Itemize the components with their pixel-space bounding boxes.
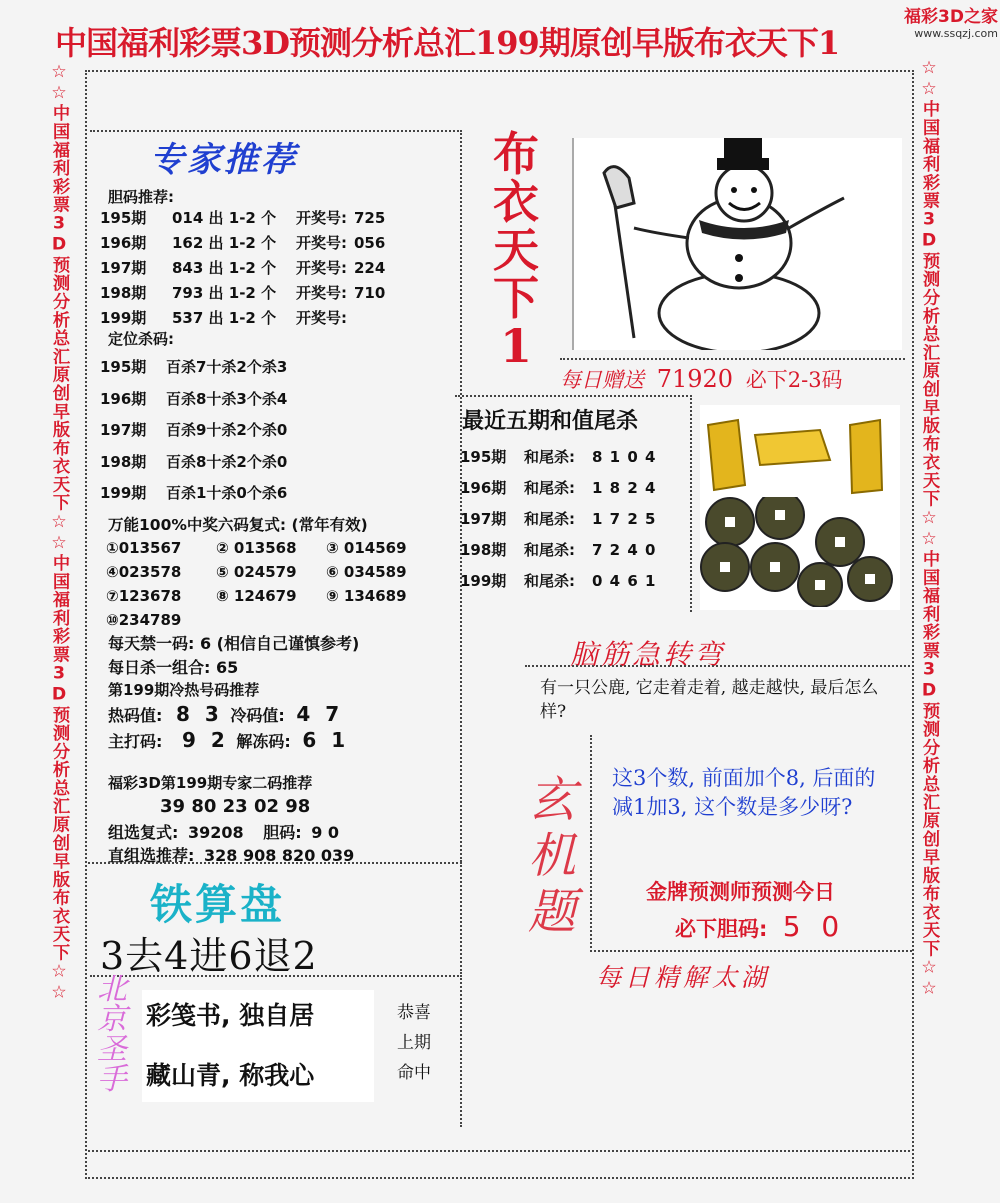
kill-row [100, 388, 450, 420]
taihu-text: 每日精解太湖 [596, 963, 771, 992]
gold-bars-icon [700, 405, 900, 500]
six-code: ①013567 [106, 539, 182, 557]
kill-row [100, 482, 450, 514]
kill-text: 百杀9十杀2个杀0 [166, 421, 288, 439]
tail-value: 1 8 2 4 [592, 479, 657, 497]
period: 195期 [100, 358, 147, 376]
group-value: 39208 [187, 823, 244, 842]
six-code: ⑨ 134689 [326, 587, 407, 605]
expert-title: 专家推荐 [150, 140, 298, 180]
kill-row [100, 451, 450, 483]
page-title: 中国福利彩票3D预测分析总汇199期原创早版布衣天下1 [55, 24, 840, 62]
congrats-text: 恭喜上期命中 [397, 1003, 431, 1083]
six-code: ② 013568 [216, 539, 297, 557]
thaw-value: 6 1 [302, 728, 350, 752]
beijing-title: 北京圣手 [97, 972, 127, 1097]
six-code: ③ 014569 [326, 539, 407, 557]
main-thaw-row [108, 728, 349, 752]
tail-value: 0 4 6 1 [592, 572, 657, 590]
period: 199期 [100, 484, 147, 502]
two-title: 福彩3D第199期专家二码推荐 [108, 774, 313, 792]
dan-code: 537 出 1-2 个 [172, 309, 277, 327]
period: 199期 [460, 572, 507, 590]
site-logo[interactable] [880, 2, 998, 40]
kill-text: 百杀7十杀2个杀3 [166, 358, 288, 376]
tail-row [460, 508, 690, 539]
tiesuanpan-formula: 3去4进6退2 [100, 934, 318, 978]
kill-row [100, 356, 450, 388]
gold-title: 金牌预测师预测今日 [646, 880, 835, 904]
dan-code: 843 出 1-2 个 [172, 259, 277, 277]
dan-row [100, 207, 450, 232]
tail-value: 1 7 2 5 [592, 510, 657, 528]
beijing-poem [142, 990, 374, 1102]
kill-combo: 每日杀一组合: 65 [108, 658, 239, 677]
cold-label: 冷码值: [230, 706, 285, 725]
site-url: www.ssqzj.com [914, 27, 998, 40]
thaw-label: 解冻码: [236, 732, 291, 751]
dan-list [100, 207, 450, 332]
direct-label: 直组选推荐: [108, 846, 195, 865]
period: 195期 [100, 209, 147, 227]
two-codes: 39 80 23 02 98 [160, 796, 311, 817]
coins-icon [700, 497, 900, 607]
dan-code: 162 出 1-2 个 [172, 234, 277, 252]
draw-value: 056 [354, 234, 386, 252]
tail-row [460, 477, 690, 508]
buyi-title: 布衣天下1 [493, 127, 539, 373]
main-label: 主打码: [108, 732, 163, 751]
kill-row [100, 419, 450, 451]
six-code: ⑩234789 [106, 611, 182, 629]
six-code: ⑤ 024579 [216, 563, 297, 581]
tail-row [460, 570, 690, 601]
draw-label: 开奖号: [296, 234, 347, 252]
riddle-question: 有一只公鹿, 它走着走着, 越走越快, 最后怎么样? [540, 678, 879, 722]
xuanji-title: 玄机题 [528, 772, 577, 940]
kill-list [100, 356, 450, 514]
hotcold-title: 第199期冷热号码推荐 [108, 681, 260, 699]
dan-row [100, 232, 450, 257]
tail-label: 和尾杀: [524, 479, 575, 497]
gift-number: 71920 [656, 365, 734, 393]
tail-value: 8 1 0 4 [592, 448, 657, 466]
tail-value: 7 2 4 0 [592, 541, 657, 559]
tail-row [460, 539, 690, 570]
period: 199期 [100, 309, 147, 327]
period: 198期 [100, 452, 147, 471]
six-title: 万能100%中奖六码复式: (常年有效) [108, 516, 368, 534]
draw-label: 开奖号: [296, 309, 347, 327]
period: 197期 [100, 259, 147, 277]
draw-value: 710 [354, 284, 386, 302]
dan-label: 胆码: [263, 823, 302, 842]
dan-row [100, 282, 450, 307]
left-side-text: ☆☆中国福利彩票3D预测分析总汇原创早版布衣天下☆☆中国福利彩票3D预测分析总汇原创早版布衣天下☆☆ [49, 62, 69, 1004]
hot-label: 热码值: [108, 706, 163, 725]
dan-code: 793 出 1-2 个 [172, 284, 277, 302]
dan-row [100, 257, 450, 282]
tail-label: 和尾杀: [524, 448, 575, 466]
snowman-icon [574, 138, 902, 350]
gold-dan-value: 5 0 [782, 910, 846, 943]
six-code: ⑦123678 [106, 587, 182, 605]
six-code: ⑥ 034589 [326, 563, 407, 581]
dan-value: 9 0 [311, 823, 340, 842]
kill-text: 百杀8十杀3个杀4 [166, 389, 288, 408]
group-row [108, 820, 339, 843]
tail-row [460, 446, 690, 477]
right-side-text: ☆☆中国福利彩票3D预测分析总汇原创早版布衣天下☆☆中国福利彩票3D预测分析总汇原创早版布衣天下☆☆ [919, 58, 939, 1000]
riddle-title: 脑筋急转弯 [570, 638, 726, 671]
hot-cold-row [108, 702, 343, 726]
kill-text: 百杀1十杀0个杀6 [166, 484, 288, 502]
snowman-image [572, 138, 902, 350]
poem-line-2: 藏山青, 称我心 [146, 1061, 315, 1090]
dan-title: 胆码推荐: [108, 188, 174, 206]
tail-label: 和尾杀: [524, 510, 575, 528]
group-label: 组选复式: [108, 823, 179, 842]
period: 197期 [460, 510, 507, 528]
poem-line-1: 彩笺书, 独自居 [146, 1001, 315, 1030]
hot-value: 8 3 [175, 702, 223, 726]
kill-title: 定位杀码: [108, 330, 174, 348]
period: 196期 [100, 389, 147, 408]
tail-list [460, 446, 690, 601]
draw-label: 开奖号: [296, 259, 347, 277]
bottom-divider [88, 1150, 910, 1152]
six-code: ⑧ 124679 [216, 587, 297, 605]
gold-image [700, 405, 900, 610]
gift-suffix: 必下2-3码 [745, 368, 843, 392]
period: 198期 [460, 541, 507, 559]
draw-value: 224 [354, 259, 386, 277]
direct-value: 328 908 820 039 [203, 846, 355, 865]
period: 196期 [100, 234, 147, 252]
draw-label: 开奖号: [296, 209, 347, 227]
ban-one: 每天禁一码: 6 (相信自己谨慎参考) [108, 634, 360, 653]
main-value: 9 2 [181, 728, 229, 752]
six-codes [106, 538, 446, 634]
kill-text: 百杀8十杀2个杀0 [166, 452, 288, 471]
period: 198期 [100, 284, 147, 302]
period: 195期 [460, 448, 507, 466]
gold-dan-label: 必下胆码: [675, 917, 768, 941]
tail-label: 和尾杀: [524, 572, 575, 590]
draw-value: 725 [354, 209, 386, 227]
cold-value: 4 7 [296, 702, 344, 726]
daily-gift [560, 364, 843, 394]
tiesuanpan-title: 铁算盘 [150, 880, 286, 929]
period: 197期 [100, 421, 147, 439]
gold-dan-row [675, 910, 845, 943]
dan-code: 014 出 1-2 个 [172, 209, 277, 227]
logo-text: 福彩3D之家 [904, 7, 998, 27]
six-code: ④023578 [106, 563, 182, 581]
draw-label: 开奖号: [296, 284, 347, 302]
tail-label: 和尾杀: [524, 541, 575, 559]
tail-title: 最近五期和值尾杀 [462, 408, 639, 434]
xuanji-text: 这3个数, 前面加个8, 后面的减1加3, 这个数是多少呀? [612, 766, 876, 819]
gift-prefix: 每日赠送 [560, 368, 644, 392]
period: 196期 [460, 479, 507, 497]
